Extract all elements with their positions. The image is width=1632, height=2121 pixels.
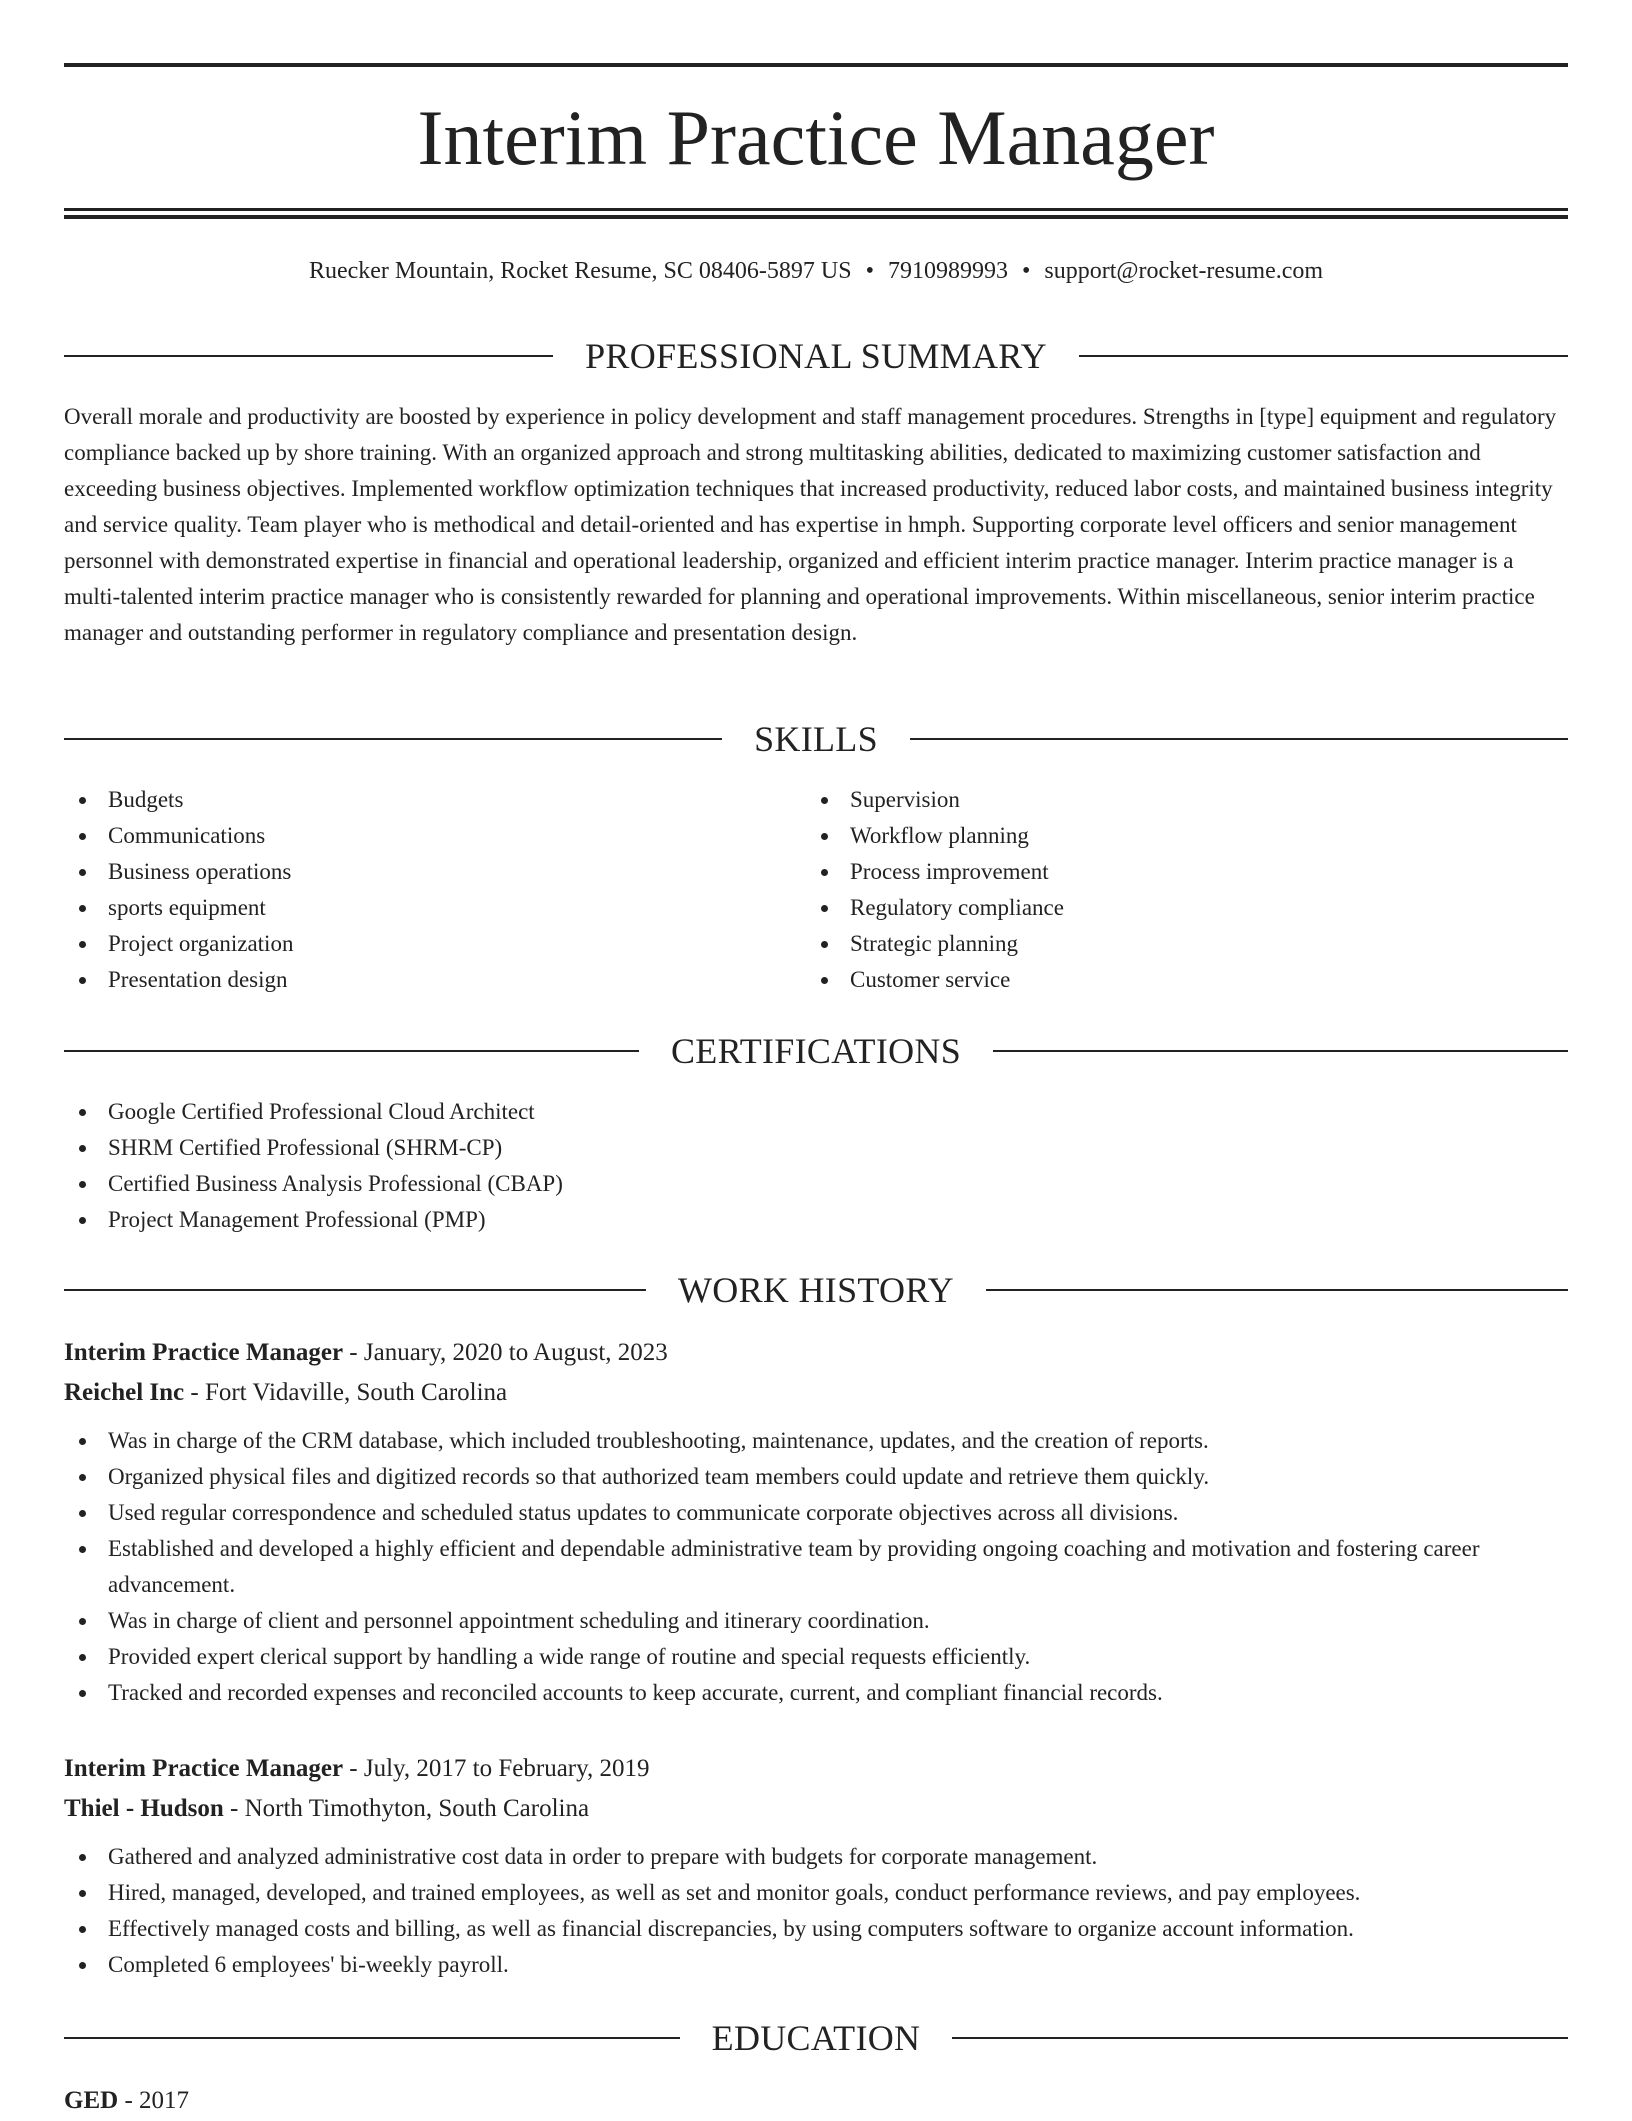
title-rule-lower — [64, 215, 1568, 219]
skill-item: Budgets — [64, 782, 764, 818]
certification-item: Project Management Professional (PMP) — [64, 1202, 1568, 1238]
job-entry — [64, 1749, 1568, 1983]
section-title-summary: PROFESSIONAL SUMMARY — [585, 336, 1047, 376]
section-title-certifications: CERTIFICATIONS — [670, 1031, 962, 1071]
section-heading-education — [64, 2016, 1568, 2060]
skill-item: sports equipment — [64, 890, 764, 926]
skills-list-left — [64, 782, 764, 998]
heading-rule — [910, 738, 1568, 740]
heading-rule — [1079, 355, 1568, 357]
job-title: Interim Practice Manager — [64, 1339, 344, 1366]
job-title-row — [64, 1333, 1568, 1373]
skills-column-right — [806, 782, 1506, 998]
job-dates: - July, 2017 to February, 2019 — [343, 1755, 650, 1782]
certification-item: SHRM Certified Professional (SHRM-CP) — [64, 1130, 1568, 1166]
job-duty-item: Tracked and recorded expenses and reconciled accounts to keep accurate, current, and compliant financial records. — [64, 1675, 1568, 1711]
skill-item: Process improvement — [806, 854, 1506, 890]
job-duty-item: Established and developed a highly efficient and dependable administrative team by providing ongoing coaching and motivation and fostering career advancement. — [64, 1531, 1568, 1603]
section-heading-work — [64, 1268, 1568, 1312]
title-rule-upper — [64, 208, 1568, 211]
skill-item: Customer service — [806, 962, 1506, 998]
certification-item: Google Certified Professional Cloud Architect — [64, 1094, 1568, 1130]
job-company: Thiel - Hudson — [64, 1795, 224, 1822]
heading-rule — [64, 2037, 680, 2039]
job-dates: - January, 2020 to August, 2023 — [343, 1339, 668, 1366]
contact-line — [64, 254, 1568, 288]
section-heading-skills — [64, 717, 1568, 761]
heading-rule — [64, 1050, 639, 1052]
heading-rule — [986, 1289, 1568, 1291]
contact-phone: 7910989993 — [887, 258, 1008, 284]
certifications-block — [64, 1094, 1568, 1238]
job-location: - Fort Vidaville, South Carolina — [184, 1379, 508, 1406]
job-duty-item: Provided expert clerical support by handling a wide range of routine and special requests efficiently. — [64, 1639, 1568, 1675]
section-heading-summary — [64, 334, 1568, 378]
summary-paragraph: Overall morale and productivity are boosted by experience in policy development and staff management procedures. Strengths in [type] equipment and regulatory compliance backed up by shore training. With an organized approach and strong multitasking abilities, dedicated to maximizing customer satisfaction and exceeding business objectives. Implemented workflow optimization techniques that increased productivity, reduced labor costs, and maintained business integrity and service quality. Team player who is methodical and detail-oriented and has expertise in hmph. Supporting corporate level officers and senior management personnel with demonstrated expertise in financial and operational leadership, organized and efficient interim practice manager. Interim practice manager is a multi-talented interim practice manager who is consistently rewarded for planning and operational improvements. Within miscellaneous, senior interim practice manager and outstanding performer in regulatory compliance and presentation design. — [64, 404, 1557, 645]
job-duty-item: Was in charge of client and personnel appointment scheduling and itinerary coordination. — [64, 1603, 1568, 1639]
job-title-row — [64, 1749, 1568, 1789]
certification-item: Certified Business Analysis Professional (CBAP) — [64, 1166, 1568, 1202]
job-duty-item: Organized physical files and digitized records so that authorized team members could update and retrieve them quickly. — [64, 1459, 1568, 1495]
skill-item: Strategic planning — [806, 926, 1506, 962]
skill-item: Supervision — [806, 782, 1506, 818]
contact-separator: • — [1021, 258, 1031, 284]
job-duty-item: Was in charge of the CRM database, which included troubleshooting, maintenance, updates, and the creation of reports. — [64, 1423, 1568, 1459]
skills-list-right — [806, 782, 1506, 998]
job-title: Interim Practice Manager — [64, 1755, 344, 1782]
skill-item: Workflow planning — [806, 818, 1506, 854]
job-duties-list — [64, 1839, 1568, 1983]
job-entry — [64, 1333, 1568, 1711]
job-duty-item: Completed 6 employees' bi-weekly payroll. — [64, 1947, 1568, 1983]
education-entry — [64, 2081, 189, 2121]
job-duty-item: Used regular correspondence and scheduled status updates to communicate corporate objectives across all divisions. — [64, 1495, 1568, 1531]
section-heading-certifications — [64, 1029, 1568, 1073]
skills-column-left — [64, 782, 764, 998]
section-title-education: EDUCATION — [711, 2018, 921, 2058]
job-duties-list — [64, 1423, 1568, 1711]
heading-rule — [64, 738, 722, 740]
skill-item: Project organization — [64, 926, 764, 962]
top-rule — [64, 63, 1568, 67]
job-company-row — [64, 1373, 1568, 1413]
contact-separator: • — [865, 258, 874, 284]
resume-title: Interim Practice Manager — [417, 94, 1215, 181]
job-duty-item: Effectively managed costs and billing, as well as financial discrepancies, by using computers software to organize account information. — [64, 1911, 1568, 1947]
skill-item: Business operations — [64, 854, 764, 890]
job-location: - North Timothyton, South Carolina — [223, 1795, 590, 1822]
heading-rule — [64, 355, 553, 357]
job-company: Reichel Inc — [64, 1379, 185, 1406]
skill-item: Regulatory compliance — [806, 890, 1506, 926]
skill-item: Communications — [64, 818, 764, 854]
education-year: - 2017 — [118, 2087, 190, 2114]
job-duty-item: Hired, managed, developed, and trained employees, as well as set and monitor goals, conduct performance reviews, and pay employees. — [64, 1875, 1568, 1911]
job-duty-item: Gathered and analyzed administrative cost data in order to prepare with budgets for corporate management. — [64, 1839, 1568, 1875]
section-title-work: WORK HISTORY — [678, 1270, 954, 1310]
certifications-list — [64, 1094, 1568, 1238]
heading-rule — [64, 1289, 646, 1291]
heading-rule — [952, 2037, 1568, 2039]
heading-rule — [993, 1050, 1568, 1052]
education-degree: GED — [64, 2087, 119, 2114]
contact-email[interactable]: support@rocket-resume.com — [1044, 258, 1324, 284]
contact-address: Ruecker Mountain, Rocket Resume, SC 08406-5897 US — [308, 258, 852, 284]
job-company-row — [64, 1789, 1568, 1829]
section-title-skills: SKILLS — [754, 719, 878, 759]
skill-item: Presentation design — [64, 962, 764, 998]
